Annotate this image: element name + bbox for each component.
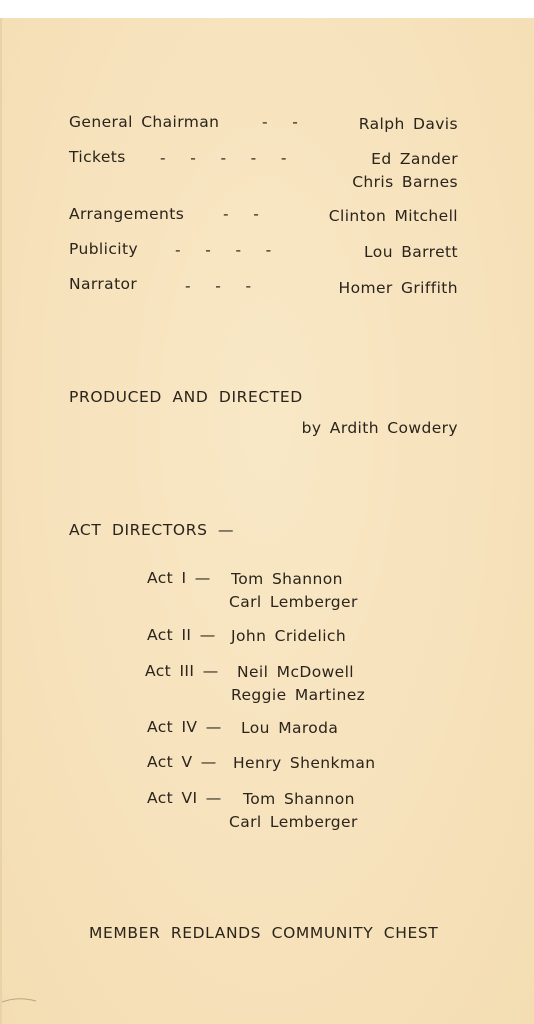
act-label: Act II — (147, 626, 216, 644)
act-director-name: Carl Lemberger (229, 813, 358, 831)
act-director-name: Tom Shannon (243, 790, 355, 808)
committee-role: Tickets (69, 148, 126, 166)
committee-name: Lou Barrett (364, 243, 458, 261)
leader-dashes: - - (223, 205, 259, 223)
committee-role: Narrator (69, 275, 138, 293)
leader-dashes: - - - - (175, 241, 272, 259)
act-label: Act III — (145, 662, 219, 680)
act-label: Act IV — (147, 718, 222, 736)
leader-dashes: - - (262, 113, 298, 131)
committee-name: Ralph Davis (358, 115, 458, 133)
act-director-name: John Cridelich (231, 627, 347, 645)
paper-mark (0, 988, 60, 1008)
act-label: Act I — (147, 569, 211, 587)
footer-member-line: MEMBER REDLANDS COMMUNITY CHEST (89, 924, 439, 942)
committee-name: Clinton Mitchell (328, 207, 458, 225)
act-director-name: Neil McDowell (237, 663, 355, 681)
act-director-name: Carl Lemberger (229, 593, 358, 611)
act-director-name: Reggie Martinez (231, 686, 366, 704)
committee-role: General Chairman (69, 113, 220, 131)
act-director-name: Lou Maroda (241, 719, 339, 737)
act-director-name: Tom Shannon (231, 570, 343, 588)
committee-name: Chris Barnes (352, 173, 458, 191)
director-credit: by Ardith Cowdery (301, 419, 458, 437)
program-page (0, 18, 534, 1024)
produced-heading: PRODUCED AND DIRECTED (69, 388, 303, 406)
committee-name: Ed Zander (371, 150, 458, 168)
act-directors-heading: ACT DIRECTORS — (69, 521, 235, 539)
committee-role: Publicity (69, 240, 139, 258)
leader-dashes: - - - - - (160, 149, 287, 167)
act-director-name: Henry Shenkman (233, 754, 376, 772)
leader-dashes: - - - (185, 277, 252, 295)
committee-name: Homer Griffith (338, 279, 458, 297)
committee-role: Arrangements (69, 205, 185, 223)
act-label: Act VI — (147, 789, 222, 807)
act-label: Act V — (147, 753, 217, 771)
